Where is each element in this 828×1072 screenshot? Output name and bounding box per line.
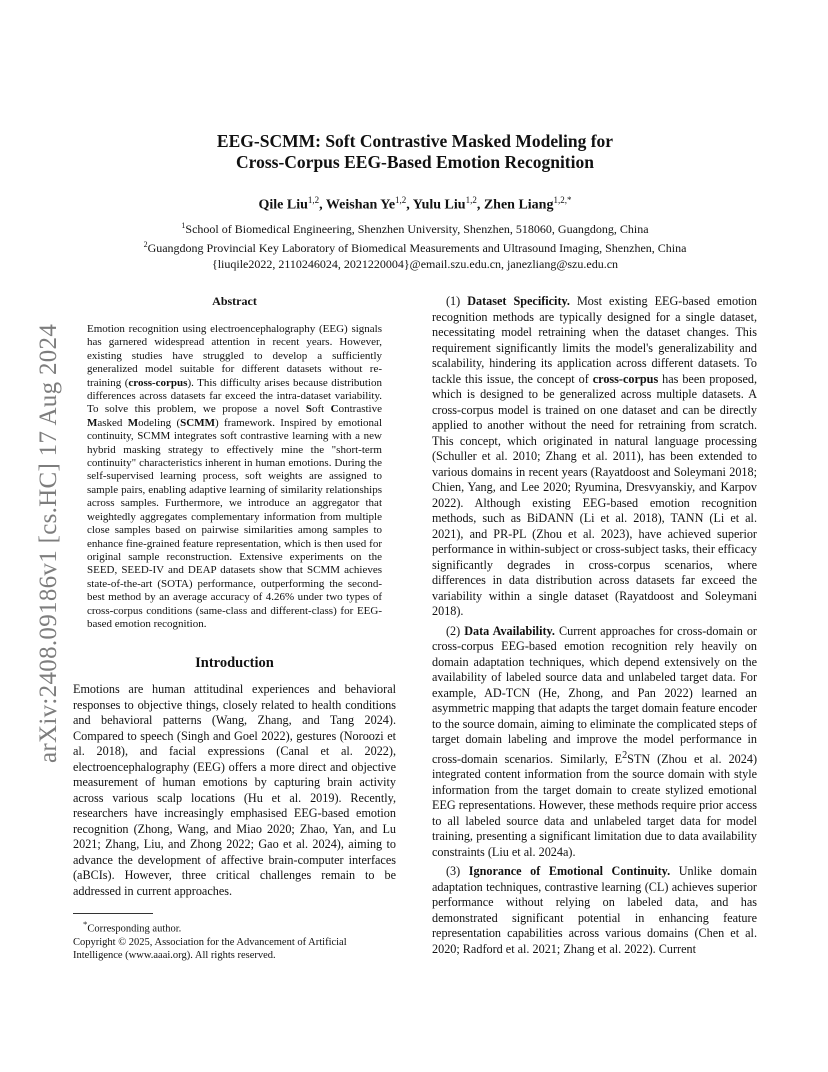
abstract-bold: SCMM — [180, 416, 215, 429]
paragraph-run: Most existing EEG-based emotion recognition methods are typically designed for a single dataset, necessitating model retraining when the dataset changes. This requirement significantly limits the model's generalizability and scalability, hindering its application across different datasets. To tackle this issue, the concept of — [432, 294, 758, 386]
footnote-mark: * — [83, 919, 88, 930]
challenge-label: Data Availability. — [464, 623, 555, 638]
paragraph-run: STN (Zhou et al. 2024) integrated content information from the source domain with style information from the target domain to create stylized emotional EEG representations. However, these methods require prior access to all labeled source data and unlabeled target data for model training, presenting a significant limitation due to data availability constraints (Liu et al. 2024a). — [432, 751, 757, 859]
author-affil-mark: 1,2,* — [553, 195, 572, 205]
author-emails[interactable]: {liuqile2022, 2110246024, 2021220004}@email.szu.edu.cn, janezliang@szu.edu.cn — [211, 256, 619, 271]
affiliations — [90, 218, 740, 272]
abstract-run: oft — [311, 403, 331, 416]
challenge-3-paragraph — [432, 864, 757, 957]
author: Yulu Liu — [412, 197, 466, 213]
author-separator: , — [406, 197, 413, 213]
arxiv-id[interactable]: arXiv:2408.09186v1 [cs.HC] 17 Aug 2024 — [35, 323, 62, 763]
affil-mark: 2 — [143, 239, 148, 249]
corresponding-footnote — [73, 918, 396, 936]
author-affil-mark: 1,2 — [395, 195, 407, 205]
abstract-run: Emotion recognition using electroencephalography (EEG) signals has garnered widespread attention in recent years. However, existing studies have struggled to develop a sufficiently generalized model suitable for different datasets without re-training ( — [87, 323, 382, 389]
paragraph-run: has been proposed, which is designed to be generalized across multiple datasets. A cross-corpus model is trained on one dataset and can be directly applied to another without the need for retraining from scratch. This concept, which originated in natural language processing (Schuller et al. 2010; Zhang et al. 2011), has been extended to various domains in recent years (Rayatdoost and Soleymani 2018; Chien, Yang, and Lee 2020; Ryumina, Dresvyanskiy, and Karpov 2022). Although existing EEG-based emotion recognition methods, such as BiDANN (Li et al. 2018), TANN (Li et al. 2021), and PR-PL (Zhou et al. 2023), have achieved superior performance in within-subject or cross-subject tasks, their efficacy significantly degrades in cross-corpus scenarios, where differences in data distribution across datasets far exceed the variability within a single dataset (Rayatdoost and Soleymani 2018). — [432, 371, 757, 618]
challenge-1-paragraph — [432, 294, 757, 620]
author: Qile Liu — [258, 197, 308, 213]
introduction-paragraph: Emotions are human attitudinal experiences and behavioral responses to objective things, closely related to health conditions and behavioral patterns (Wang, Zhang, and Tang 2024). Compared to speech (Singh and Goel 2022), gestures (Noroozi et al. 2018), and facial expressions (Canal et al. 2022), electroencephalography (EEG) offers a more direct and objective measurement of human emotions by capturing brain activity across various scalp locations (Hu et al. 2019). Recently, researchers have increasingly emphasised EEG-based emotion recognition (Zhong, Wang, and Miao 2020; Zhao, Yan, and Lu 2021; Zhang, Liu, and Zhong 2022; Gao et al. 2024), aiming to advance the development of affective brain-computer interfaces (aBCIs). However, three critical challenges remain to be addressed in current approaches. — [73, 682, 396, 898]
footnote-divider — [73, 913, 153, 914]
paragraph-run: Unlike domain adaptation techniques, contrastive learning (CL) achieves superior performance without relying on labeled data, and has demonstrated significant potential in enhancing feature representation capabilities across various domains (Chen et al. 2020; Radford et al. 2021; Zhang et al. 2022). Current — [432, 864, 757, 956]
author: Weishan Ye — [325, 197, 396, 213]
author-list — [90, 195, 740, 214]
left-column — [73, 294, 396, 962]
affil-text: School of Biomedical Engineering, Shenzhen University, Shenzhen, 518060, Guangdong, China — [185, 221, 649, 236]
author-separator: , — [476, 197, 484, 213]
footnote-text: Corresponding author. — [87, 923, 182, 935]
title-block — [90, 131, 740, 272]
author-separator: , — [319, 197, 326, 213]
author: Zhen Liang — [483, 197, 554, 213]
author-affil-mark: 1,2 — [307, 195, 320, 205]
abstract-text — [73, 323, 396, 631]
arxiv-stamp — [20, 288, 62, 763]
abstract-run: asked — [97, 416, 128, 429]
acronym-letter: M — [127, 416, 139, 429]
author-affil-mark: 1,2 — [465, 195, 477, 205]
acronym-letter: S — [305, 403, 312, 416]
abstract-run: ). This difficulty arises because distribution differences across datasets far exceed the intra-dataset variability. To solve this problem, we propose a novel — [87, 376, 382, 416]
affiliation-1 — [90, 218, 740, 237]
challenge-label: Ignorance of Emotional Continuity. — [468, 864, 671, 879]
abstract-heading: Abstract — [212, 294, 257, 308]
affiliation-2 — [90, 237, 740, 256]
challenge-number: (2) — [446, 623, 465, 638]
challenge-label: Dataset Specificity. — [467, 294, 570, 308]
superscript: 2 — [622, 749, 628, 761]
footnotes — [73, 918, 396, 962]
challenge-2-paragraph — [432, 624, 757, 861]
acronym-letter: M — [87, 416, 98, 429]
abstract-run: ontrastive — [338, 403, 382, 416]
title-line-1: EEG-SCMM: Soft Contrastive Masked Modeling for — [216, 131, 614, 151]
title-line-2: Cross-Corpus EEG-Based Emotion Recognition — [236, 152, 594, 172]
paper-title — [90, 131, 740, 173]
paragraph-bold: cross-corpus — [592, 371, 659, 386]
challenge-number: (1) — [446, 294, 468, 308]
right-column — [432, 294, 757, 961]
affil-mark: 1 — [181, 220, 186, 230]
abstract-bold: cross-corpus — [128, 376, 188, 389]
acronym-letter: C — [330, 403, 339, 416]
challenge-number: (3) — [446, 864, 469, 879]
introduction-heading: Introduction — [195, 655, 274, 672]
affil-text: Guangdong Provincial Key Laboratory of Biomedical Measurements and Ultrasound Imaging, Shenzhen, China — [147, 240, 687, 255]
copyright-notice: Copyright © 2025, Association for the Advancement of Artificial Intelligence (www.aaai.org). All rights reserved. — [73, 936, 347, 961]
abstract-run: ) framework. Inspired by emotional continuity, SCMM integrates soft contrastive learning with a new hybrid masking strategy to effectively mine the "short-term continuity" characteristics inherent in human emotions. During the self-supervised learning process, soft weights are assigned to sample pairs, enabling adaptive learning of similarity relationships across samples. Furthermore, we introduce an aggregator that weightedly aggregates complementary information from multiple close samples based on pairwise similarities among samples to enhance fine-grained feature representation, which is then used for original sample reconstruction. Extensive experiments on the SEED, SEED-IV and DEAP datasets show that SCMM achieves state-of-the-art (SOTA) performance, outperforming the second-best method by an average accuracy of 4.26% under two types of cross-corpus conditions (same-class and different-class) for EEG-based emotion recognition. — [87, 416, 382, 630]
abstract-run: odeling ( — [138, 416, 181, 429]
paragraph-run: Current approaches for cross-domain or cross-corpus EEG-based emotion recognition rely heavily on domain adaptation techniques, which depend extensively on the availability of labeled source data and unlabeled target data. For example, AD-TCN (He, Zhong, and Pan 2022) learned an asymmetric mapping that adapts the target domain feature encoder to the source domain, aiming to eliminate the complicated steps of target domain labeling and improve the model performance in cross-domain scenarios. Similarly, E — [432, 623, 757, 766]
